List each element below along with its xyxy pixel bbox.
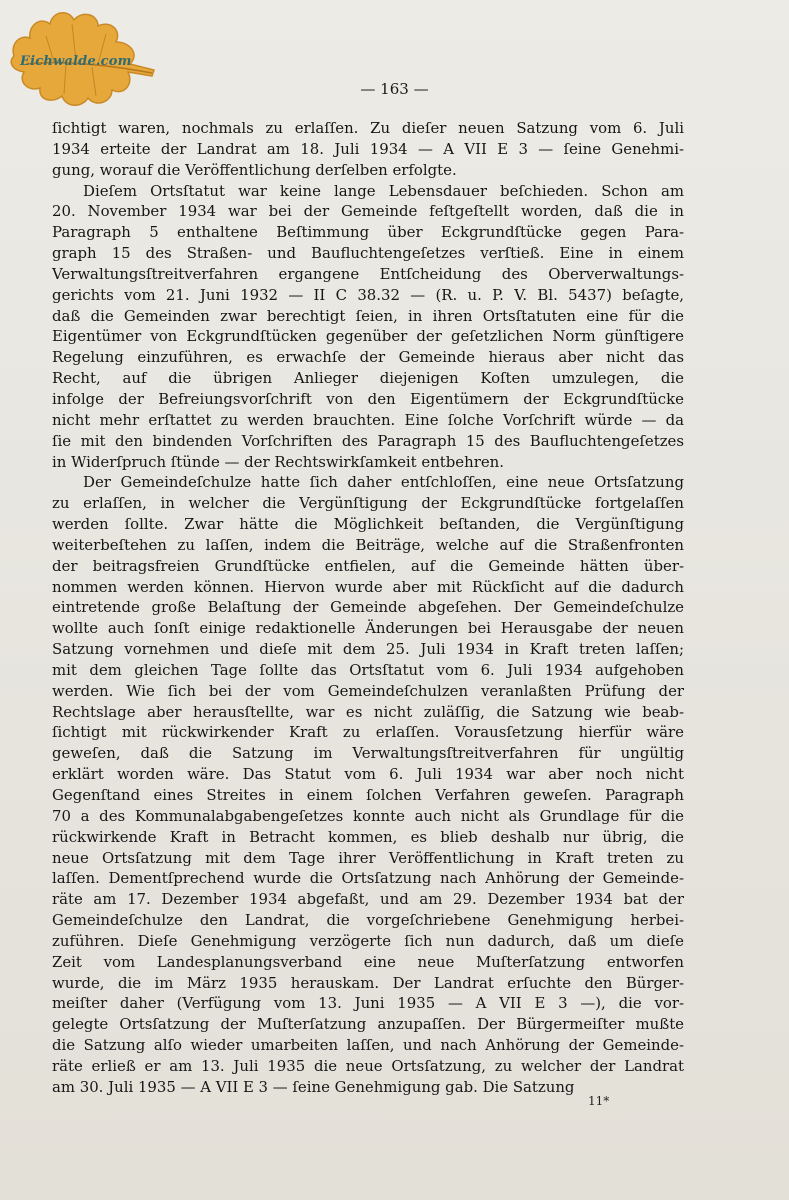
text-line: 70 a des Kommunalabgabengeſetzes konnte auch nicht als Grundlage für die [52,806,684,825]
text-line: laſſen. Dementſprechend wurde die Ortsſatzung nach Anhörung der Gemeinde- [52,869,684,888]
text-line: am 30. Juli 1935 — A VII E 3 — ſeine Genehmigung gab. Die Satzung [52,1077,575,1096]
text-line: ſie mit den bindenden Vorſchriften des Paragraph 15 des Baufluchtengeſetzes [52,431,684,450]
text-line: Gegenſtand eines Streites in einem ſolchen Verfahren geweſen. Paragraph [52,786,684,804]
text-line: weiterbeſtehen zu laſſen, indem die Beiträge, welche auf die Straßenfronten [52,535,684,554]
text-line: wollte auch ſonſt einige redaktionelle Änderungen bei Herausgabe der neuen [52,619,684,638]
text-line: Zeit vom Landesplanungsverband eine neue Muſterſatzung entworfen [52,952,684,971]
text-line: neue Ortsſatzung mit dem Tage ihrer Veröffentlichung in Kraft treten zu [52,848,684,867]
text-line: Dieſem Ortsſtatut war keine lange Lebensdauer beſchieden. Schon am [83,181,684,200]
paragraph-2 [52,181,684,473]
text-line: gerichts vom 21. Juni 1932 — II C 38.32 — (R. u. P. V. Bl. 5437) beſagte, [52,285,684,304]
text-line: die Satzung alſo wieder umarbeiten laſſen, und nach Anhörung der Gemeinde- [52,1036,684,1055]
text-line: mit dem gleichen Tage ſollte das Ortsſtatut vom 6. Juli 1934 aufgehoben [52,660,684,679]
text-line: gelegte Ortsſatzung der Muſterſatzung anzupaſſen. Der Bürgermeiſter mußte [52,1015,684,1034]
text-line: ſichtigt mit rückwirkender Kraft zu erlaſſen. Vorausſetzung hierfür wäre [52,723,684,742]
signature-mark: 11* [588,1094,610,1108]
text-line: Recht, auf die übrigen Anlieger diejenigen Koſten umzulegen, die [52,369,684,388]
paragraph-1 [52,118,684,181]
text-line: Verwaltungsſtreitverfahren ergangene Entſcheidung des Oberverwaltungs- [52,264,684,283]
text-line: 1934 erteite der Landrat am 18. Juli 1934 — A VII E 3 — ſeine Genehmi- [52,139,684,158]
text-line: wurde, die im März 1935 herauskam. Der Landrat erſuchte den Bürger- [52,973,684,992]
body-text [52,118,684,1098]
text-line: werden ſollte. Zwar hätte die Möglichkeit beſtanden, die Vergünſtigung [52,515,684,534]
text-line: daß die Gemeinden zwar berechtigt ſeien, in ihren Ortsſtatuten eine für die [52,306,684,325]
text-line: werden. Wie ſich bei der vom Gemeindeſchulzen veranlaßten Prüfung der [52,681,684,700]
text-line: erklärt worden wäre. Das Statut vom 6. Juli 1934 war aber noch nicht [52,765,684,784]
text-line: Regelung einzuführen, es erwachſe der Gemeinde hieraus aber nicht das [52,348,684,367]
text-line: Satzung vornehmen und dieſe mit dem 25. Juli 1934 in Kraft treten laſſen; [52,640,684,659]
text-line: räte am 17. Dezember 1934 abgefaßt, und am 29. Dezember 1934 bat der [52,890,684,909]
paragraph-3 [52,472,684,1097]
text-line: infolge der Befreiungsvorſchrift von den Eigentümern der Eckgrundſtücke [52,389,684,408]
text-line: 20. November 1934 war bei der Gemeinde feſtgeſtellt worden, daß die in [52,202,684,221]
text-line: graph 15 des Straßen- und Baufluchtengeſetzes verſtieß. Eine in einem [52,244,684,263]
logo-text: Eichwalde.com [20,54,132,69]
text-line: Rechtslage aber herausſtellte, war es nicht zuläſſig, die Satzung wie beab- [52,702,684,721]
text-line: nicht mehr erſtattet zu werden brauchten. Eine ſolche Vorſchrift würde — da [52,410,684,429]
text-line: Paragraph 5 enthaltene Beſtimmung über Eckgrundſtücke gegen Para- [52,223,684,242]
text-line: Gemeindeſchulze den Landrat, die vorgeſchriebene Genehmigung herbei- [52,911,684,930]
text-line: geweſen, daß die Satzung im Verwaltungsſtreitverfahren für ungültig [52,744,684,763]
text-line: räte erließ er am 13. Juli 1935 die neue Ortsſatzung, zu welcher der Landrat [52,1056,684,1075]
text-line: eintretende große Belaſtung der Gemeinde abgeſehen. Der Gemeindeſchulze [52,598,684,617]
text-line: gung, worauf die Veröffentlichung derſelben erfolgte. [52,160,457,179]
text-line: zu erlaſſen, in welcher die Vergünſtigung der Eckgrundſtücke fortgelaſſen [52,494,684,513]
text-line: der beitragsfreien Grundſtücke entfielen, auf die Gemeinde hätten über- [52,556,684,575]
text-line: Der Gemeindeſchulze hatte ſich daher entſchloſſen, eine neue Ortsſatzung [83,473,684,492]
text-line: zuführen. Dieſe Genehmigung verzögerte ſich nun dadurch, daß um dieſe [52,931,684,950]
text-line: meiſter daher (Verfügung vom 13. Juni 1935 — A VII E 3 —), die vor- [52,994,684,1013]
text-line: nommen werden können. Hiervon wurde aber mit Rückſicht auf die dadurch [52,577,684,596]
page-number: — 163 — [360,80,429,98]
text-line: Eigentümer von Eckgrundſtücken gegenüber der geſetzlichen Norm günſtigere [52,327,684,346]
text-line: rückwirkende Kraft in Betracht kommen, es blieb deshalb nur übrig, die [52,827,684,846]
text-line: ſichtigt waren, nochmals zu erlaſſen. Zu dieſer neuen Satzung vom 6. Juli [52,119,684,137]
text-line: in Widerſpruch ſtünde — der Rechtswirkſamkeit entbehren. [52,452,504,471]
